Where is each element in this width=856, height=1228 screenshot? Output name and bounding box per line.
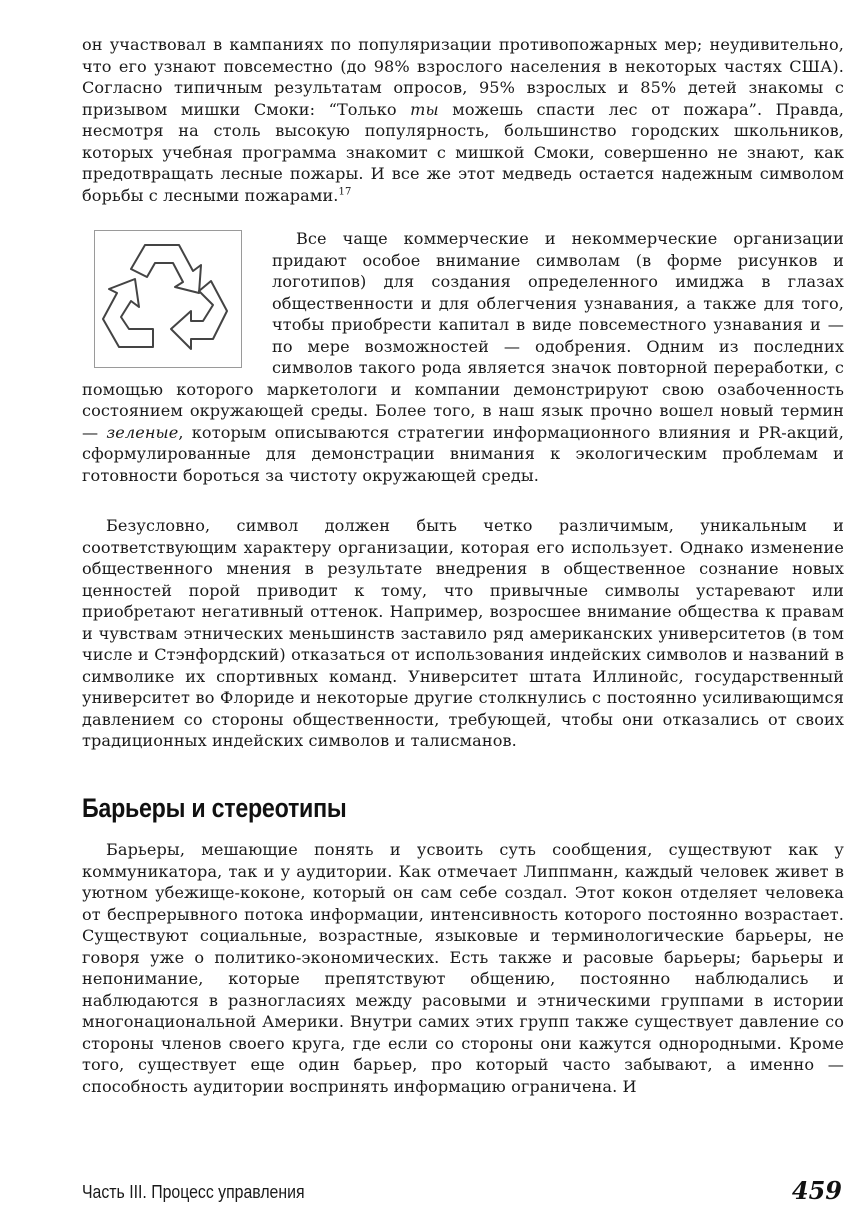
emphasis-term: зеленые: [106, 422, 179, 442]
paragraph-barriers: Барьеры, мешающие понять и усвоить суть сообщения, существуют как у коммуникатора, так и у аудитории. Как отмечает Липпманн, каждый человек живет в уютном убежище-коконе, который он сам себе создал. Этот кокон отделяет человека от беспрерывного потока информации, интенсивность которого постоянно возрастает. Существуют социальные, возрастные, языковые и терминологические барьеры, не говоря уже о политико-экономических. Есть также и расовые барьеры; барьеры и непонимание, которые препятствуют общению, постоянно наблюдались и наблюдаются в разногласиях между расовыми и этническими группами в истории многонациональной Америки. Внутри самих этих групп также существует давление со стороны членов своего круга, где если со стороны они кажутся однородными. Кроме того, существует еще один барьер, про который часто забывают, а именно — способность аудитории воспринять информацию ограничена. И: [82, 840, 844, 1096]
emphasis-word: ты: [410, 99, 439, 119]
recycle-icon: [95, 231, 241, 367]
paragraph-symbols: Все чаще коммерческие и некоммерческие организации придают особое внимание символам (в форме рисунков и логотипов) для создания определенного имиджа в глазах общественности и для облегчения узнавания, а также для того, чтобы приобрести капитал в виде повсеместного узнавания и — по мере возможностей — одобрения. Одним из последних символов такого рода является значок повторной переработки, с помощью которого маркетологи и компании демонстрируют свою озабоченность состоянием окружающей среды. Более того, в наш язык прочно вошел новый термин — зеленые, которым описываются стратегии информационного влияния и PR-акций, сформулированные для демонстрации внимания к экологическим проблемам и готовности бороться за чистоту окружающей среды.: [82, 229, 844, 485]
section-heading: Барьеры и стереотипы: [82, 793, 347, 823]
recycle-figure: [94, 230, 242, 368]
page-number: 459: [791, 1176, 842, 1205]
footnote-ref: 17: [338, 186, 352, 198]
running-footer: Часть III. Процесс управления: [82, 1182, 305, 1202]
paragraph-universities: Безусловно, символ должен быть четко различимым, уникальным и соответствующим характеру организации, которая его использует. Однако изменение общественного мнения в результате внедрения в общественное сознание новых ценностей порой приводит к тому, что привычные символы устаревают или приобретают негативный оттенок. Например, возросшее внимание общества к правам и чувствам этнических меньшинств заставило ряд американских университетов (в том числе и Стэнфордский) отказаться от использования индейских символов и названий в символике их спортивных команд. Университет штата Иллинойс, государственный университет во Флориде и некоторые другие столкнулись с постоянно усиливающимся давлением со стороны общественности, требующей, чтобы они отказались от своих традиционных индейских символов и талисманов.: [82, 516, 844, 750]
paragraph-smokey: он участвовал в кампаниях по популяризации противопожарных мер; неудивительно, что его узнают повсеместно (до 98% взрослого населения в некоторых частях США). Согласно типичным результатам опросов, 95% взрослых и 85% детей знакомы с призывом мишки Смоки: “Только ты можешь спасти лес от пожара”. Правда, несмотря на столь высокую популярность, большинство городских школьников, которых учебная программа знакомит с мишкой Смоки, совершенно не знают, как предотвращать лесные пожары. И все же этот медведь остается надежным символом борьбы с лесными пожарами.$^{17}$: [82, 35, 844, 205]
